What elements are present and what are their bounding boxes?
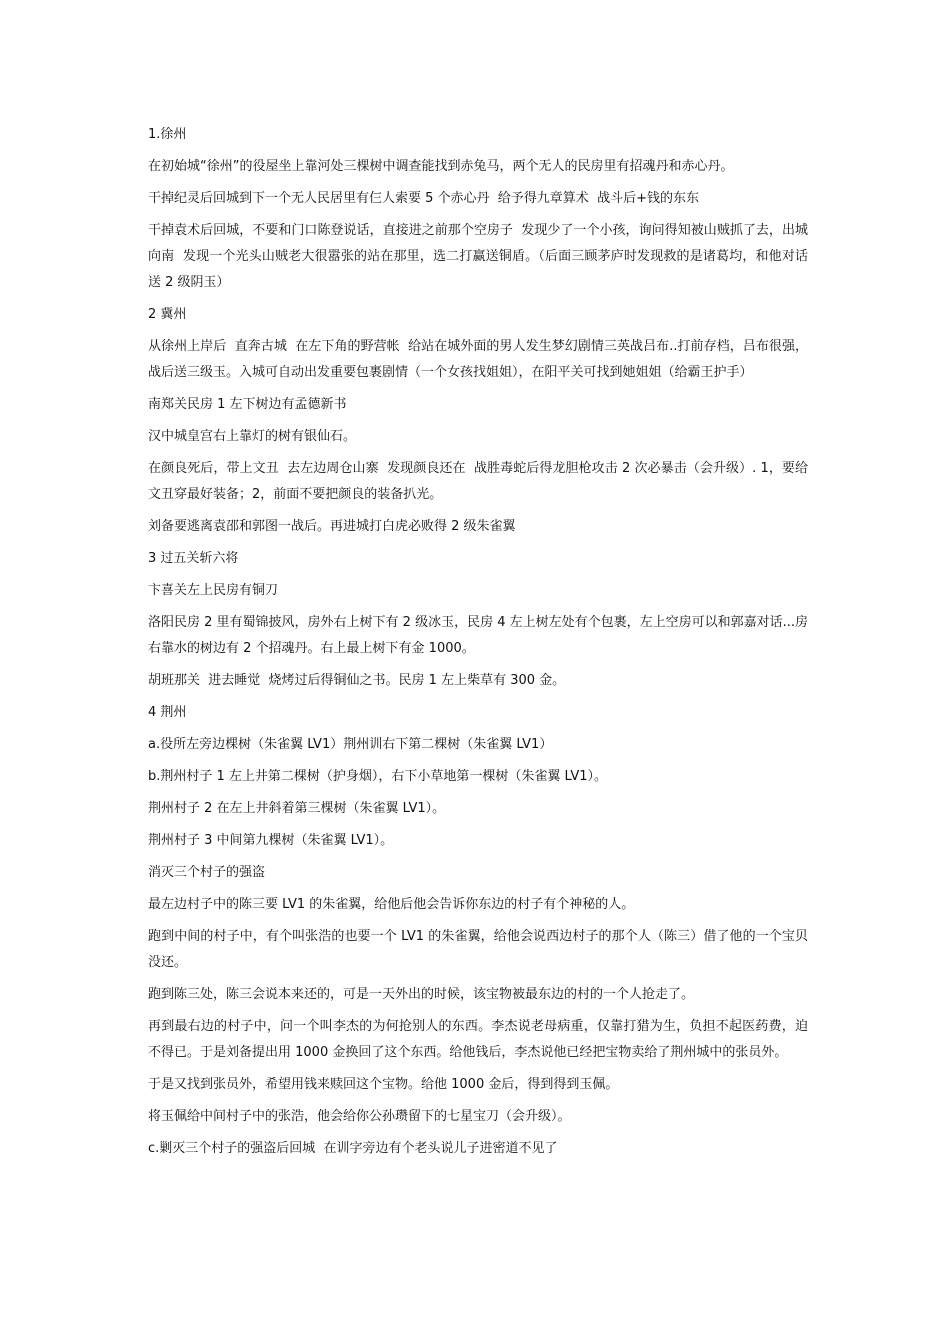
- paragraph: 南郑关民房 1 左下树边有孟德新书: [148, 397, 347, 412]
- paragraph: 再到最右边的村子中，问一个叫李杰的为何抢别人的东西。李杰说老母病重，仅靠打猎为生，负担不起医药费，迫不得已。于是刘备提出用 1000 金换回了这个东西。给他钱后，李杰说他已经把宝物卖给了荆州城中的张员外。: [148, 1019, 808, 1060]
- paragraph: 跑到中间的村子中，有个叫张浩的也要一个 LV1 的朱雀翼，给他会说西边村子的那个人（陈三）借了他的一个宝贝没还。: [148, 929, 808, 970]
- paragraph: c.剿灭三个村子的强盗后回城 在训字旁边有个老头说儿子进密道不见了: [148, 1141, 558, 1156]
- paragraph: 汉中城皇宫右上靠灯的树有银仙石。: [148, 429, 357, 444]
- section-heading-jizhou: 2 冀州: [148, 307, 187, 322]
- paragraph: 消灭三个村子的强盗: [148, 865, 266, 880]
- paragraph: 干掉纪灵后回城到下一个无人民居里有仨人索要 5 个赤心丹 给予得九章算术 战斗后+钱的东东: [148, 191, 699, 206]
- paragraph: 在颜良死后，带上文丑 去左边周仓山寨 发现颜良还在 战胜毒蛇后得龙胆枪攻击 2 次必暴击（会升级）. 1，要给文丑穿最好装备；2，前面不要把颜良的装备扒光。: [148, 461, 808, 502]
- paragraph: 从徐州上岸后 直奔古城 在左下角的野营帐 给站在城外面的男人发生梦幻剧情三英战吕布..打前存档，吕布很强，战后送三级玉。入城可自动出发重要包裹剧情（一个女孩找姐姐），在阳平关可找到她姐姐（给霸王护手）: [148, 339, 808, 380]
- paragraph: 于是又找到张员外，希望用钱来赎回这个宝物。给他 1000 金后，得到得到玉佩。: [148, 1077, 619, 1092]
- section-heading-xuzhou: 1.徐州: [148, 127, 187, 142]
- section-heading-five-passes: 3 过五关斩六将: [148, 551, 239, 566]
- paragraph: a.役所左旁边棵树（朱雀翼 LV1）荆州训右下第二棵树（朱雀翼 LV1）: [148, 737, 553, 752]
- paragraph: 荆州村子 3 中间第九棵树（朱雀翼 LV1）。: [148, 833, 394, 848]
- paragraph: 干掉袁术后回城，不要和门口陈登说话，直接进之前那个空房子 发现少了一个小孩，询问得知被山贼抓了去，出城向南 发现一个光头山贼老大很嚣张的站在那里，选二打赢送铜盾。（后面三顾茅庐时发现救的是诸葛均，和他对话送 2 级阴玉）: [148, 223, 808, 290]
- paragraph: b.荆州村子 1 左上井第二棵树（护身烟），右下小草地第一棵树（朱雀翼 LV1）。: [148, 769, 608, 784]
- document-page: [148, 122, 808, 1168]
- paragraph: 刘备要逃离袁邵和郭图一战后。再进城打白虎必败得 2 级朱雀翼: [148, 519, 516, 534]
- paragraph: 荆州村子 2 在左上井斜着第三棵树（朱雀翼 LV1）。: [148, 801, 446, 816]
- paragraph: 胡班那关 进去睡觉 烧烤过后得铜仙之书。民房 1 左上柴草有 300 金。: [148, 673, 566, 688]
- paragraph: 洛阳民房 2 里有蜀锦披风，房外右上树下有 2 级冰玉，民房 4 左上树左处有个包裹，左上空房可以和郭嘉对话...房右靠水的树边有 2 个招魂丹。右上最上树下有金 1000。: [148, 615, 809, 656]
- paragraph: 卞喜关左上民房有铜刀: [148, 583, 279, 598]
- paragraph: 在初始城“徐州”的役屋坐上靠河处三棵树中调查能找到赤兔马，两个无人的民房里有招魂丹和赤心丹。: [148, 159, 734, 174]
- paragraph: 跑到陈三处，陈三会说本来还的，可是一天外出的时候，该宝物被最东边的村的一个人抢走了。: [148, 987, 695, 1002]
- section-heading-jingzhou: 4 荆州: [148, 705, 187, 720]
- paragraph: 将玉佩给中间村子中的张浩，他会给你公孙瓒留下的七星宝刀（会升级）。: [148, 1109, 571, 1124]
- paragraph: 最左边村子中的陈三要 LV1 的朱雀翼，给他后他会告诉你东边的村子有个神秘的人。: [148, 897, 635, 912]
